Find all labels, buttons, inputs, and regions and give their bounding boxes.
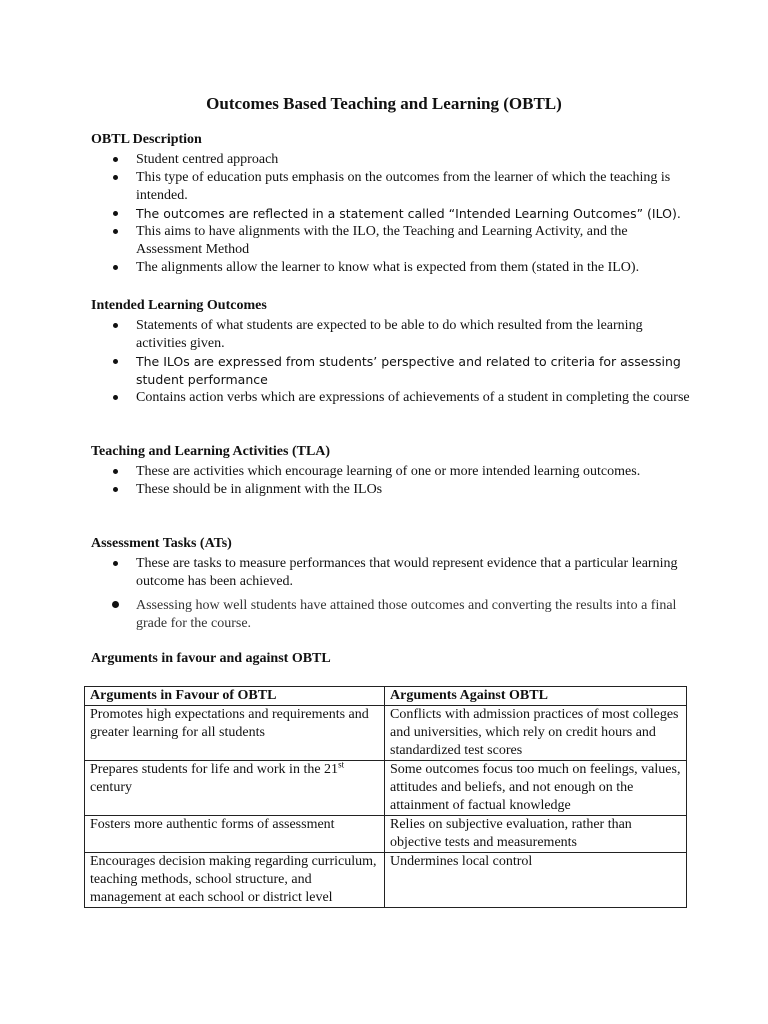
table-cell: Fosters more authentic forms of assessment: [85, 816, 385, 853]
list-item: These are activities which encourage learning of one or more intended learning outcomes.: [136, 463, 691, 481]
list-item: These are tasks to measure performances that would represent evidence that a particular learning outcome has been achieved.: [136, 555, 691, 591]
table-row: [85, 816, 687, 853]
column-header-against: Arguments Against OBTL: [385, 687, 687, 706]
list-item: This type of education puts emphasis on the outcomes from the learner of which the teaching is intended.: [136, 169, 691, 205]
table-row: [85, 761, 687, 816]
column-header-favour: Arguments in Favour of OBTL: [85, 687, 385, 706]
table-cell: [85, 761, 385, 816]
list-item: Assessing how well students have attained those outcomes and converting the results into a final grade for the course.: [136, 597, 691, 633]
table-cell: Some outcomes focus too much on feelings, values, attitudes and beliefs, and not enough on the attainment of factual knowledge: [385, 761, 687, 816]
cell-text: Prepares students for life and work in the 21: [90, 762, 339, 777]
section-assessment-tasks: [91, 535, 691, 633]
bullet-list: [91, 555, 691, 633]
list-item: This aims to have alignments with the ILO, the Teaching and Learning Activity, and the Assessment Method: [136, 223, 691, 259]
bullet-list: [91, 151, 691, 277]
section-heading: Arguments in favour and against OBTL: [91, 651, 331, 666]
list-item: Student centred approach: [136, 151, 691, 169]
bullet-list: [91, 317, 691, 407]
list-item: The ILOs are expressed from students’ perspective and related to criteria for assessing student performance: [136, 353, 691, 389]
page-title: Outcomes Based Teaching and Learning (OBTL): [206, 94, 562, 113]
table-cell: Encourages decision making regarding curriculum, teaching methods, school structure, and management at each school or district level: [85, 853, 385, 908]
list-item: The alignments allow the learner to know what is expected from them (stated in the ILO).: [136, 259, 691, 277]
section-heading: Intended Learning Outcomes: [91, 298, 267, 313]
table-cell: Promotes high expectations and requirements and greater learning for all students: [85, 706, 385, 761]
section-tla: [91, 443, 691, 499]
table-cell: Relies on subjective evaluation, rather than objective tests and measurements: [385, 816, 687, 853]
table-cell: Conflicts with admission practices of most colleges and universities, which rely on credit hours and standardized test scores: [385, 706, 687, 761]
arguments-table: [84, 686, 687, 908]
list-item: These should be in alignment with the ILOs: [136, 481, 691, 499]
section-arguments: [91, 650, 691, 668]
table-cell: Undermines local control: [385, 853, 687, 908]
cell-text: century: [90, 780, 132, 795]
table-row: [85, 853, 687, 908]
table-header-row: [85, 687, 687, 706]
section-intended-learning-outcomes: [91, 297, 691, 407]
superscript: st: [338, 759, 345, 770]
list-item: Contains action verbs which are expressions of achievements of a student in completing the course: [136, 390, 690, 405]
bullet-list: [91, 463, 691, 499]
list-item: The outcomes are reflected in a statement called “Intended Learning Outcomes” (ILO).: [136, 205, 691, 223]
section-heading: Teaching and Learning Activities (TLA): [91, 444, 331, 459]
table-row: [85, 706, 687, 761]
section-heading: Assessment Tasks (ATs): [91, 536, 232, 551]
section-obtl-description: [91, 131, 691, 277]
list-item: Statements of what students are expected to be able to do which resulted from the learning activities given.: [136, 317, 691, 353]
section-heading: OBTL Description: [91, 132, 202, 147]
